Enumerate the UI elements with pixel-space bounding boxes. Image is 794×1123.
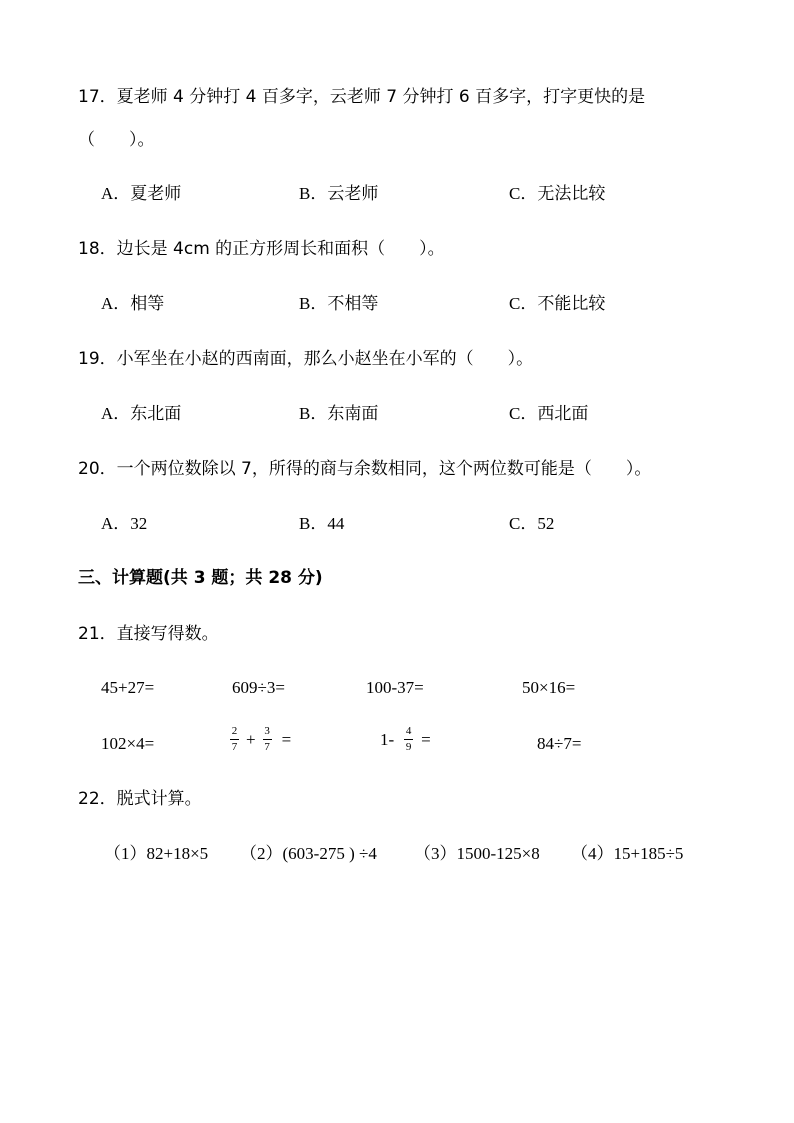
section-heading: 三、计算题(共 3 题；共 28 分) — [78, 568, 323, 588]
q19-option-a[interactable] — [101, 403, 181, 425]
calc-item: 45+27= — [101, 678, 155, 697]
option-text: 东北面 — [130, 404, 182, 424]
fraction-subtract-expression — [380, 726, 431, 753]
question-19-text: 19．小军坐在小赵的西南面，那么小赵坐在小军的（ ）。 — [78, 349, 534, 369]
q20-option-c[interactable] — [509, 513, 554, 535]
option-letter: A． — [101, 404, 131, 423]
numerator: 4 — [405, 725, 412, 737]
q17-option-c[interactable] — [509, 183, 605, 205]
calc-subquestion-2: （2）(603-275 ) ÷4 — [240, 844, 377, 863]
option-text: 不相等 — [327, 294, 379, 314]
option-letter: B． — [299, 514, 328, 533]
fraction — [404, 726, 413, 753]
question-20-text: 20．一个两位数除以 7，所得的商与余数相同，这个两位数可能是（ ）。 — [78, 459, 652, 479]
one-minus: 1- — [380, 729, 395, 749]
option-text: 44 — [327, 514, 345, 533]
q18-option-c[interactable] — [509, 293, 605, 315]
q20-option-a[interactable] — [101, 513, 147, 535]
option-text: 不能比较 — [537, 294, 606, 314]
option-letter: C． — [509, 184, 538, 203]
option-letter: A． — [101, 184, 131, 203]
equals-sign: = — [421, 729, 431, 749]
question-22-title: 22．脱式计算。 — [78, 789, 202, 809]
option-text: 52 — [537, 514, 555, 533]
option-letter: A． — [101, 294, 131, 313]
option-text: 相等 — [130, 294, 165, 314]
calc-subquestion-4: （4）15+185÷5 — [571, 844, 684, 863]
plus-sign: + — [246, 729, 256, 749]
denominator: 7 — [231, 741, 238, 753]
q20-option-b[interactable] — [299, 513, 344, 535]
calc-item: 84÷7= — [537, 734, 582, 753]
option-letter: B． — [299, 404, 328, 423]
question-21-title: 21．直接写得数。 — [78, 624, 219, 644]
option-letter: C． — [509, 294, 538, 313]
question-18-text: 18．边长是 4cm 的正方形周长和面积（ ）。 — [78, 239, 445, 259]
question-17-text: 17．夏老师 4 分钟打 4 百多字，云老师 7 分钟打 6 百多字，打字更快的是 — [78, 87, 646, 107]
calc-subquestion-1: （1）82+18×5 — [104, 844, 209, 863]
calc-item: 102×4= — [101, 734, 155, 753]
q17-option-a[interactable] — [101, 183, 181, 205]
q17-option-b[interactable] — [299, 183, 378, 205]
numerator: 2 — [231, 725, 238, 737]
calc-subquestion-3: （3）1500-125×8 — [414, 844, 540, 863]
q19-option-c[interactable] — [509, 403, 588, 425]
fraction-bar — [263, 739, 272, 740]
calc-item: 100-37= — [366, 678, 424, 697]
fraction-bar — [404, 739, 413, 740]
option-text: 无法比较 — [537, 184, 606, 204]
denominator: 9 — [405, 741, 412, 753]
option-text: 西北面 — [537, 404, 589, 424]
q18-option-a[interactable] — [101, 293, 164, 315]
fraction-bar — [230, 739, 239, 740]
option-text: 夏老师 — [130, 184, 182, 204]
calc-item: 50×16= — [522, 678, 576, 697]
numerator: 3 — [264, 725, 270, 737]
option-text: 东南面 — [327, 404, 379, 424]
option-letter: B． — [299, 184, 328, 203]
question-17-blank: （ ）。 — [78, 130, 155, 150]
option-letter: C． — [509, 514, 538, 533]
denominator: 7 — [264, 741, 270, 753]
fraction — [230, 726, 239, 753]
calc-item: 609÷3= — [232, 678, 285, 697]
option-letter: A． — [101, 514, 131, 533]
q18-option-b[interactable] — [299, 293, 378, 315]
option-text: 云老师 — [327, 184, 379, 204]
option-text: 32 — [130, 514, 148, 533]
fraction — [263, 726, 272, 753]
fraction-sum-expression — [228, 726, 291, 753]
q19-option-b[interactable] — [299, 403, 378, 425]
option-letter: C． — [509, 404, 538, 423]
option-letter: B． — [299, 294, 328, 313]
equals-sign: = — [281, 729, 292, 749]
